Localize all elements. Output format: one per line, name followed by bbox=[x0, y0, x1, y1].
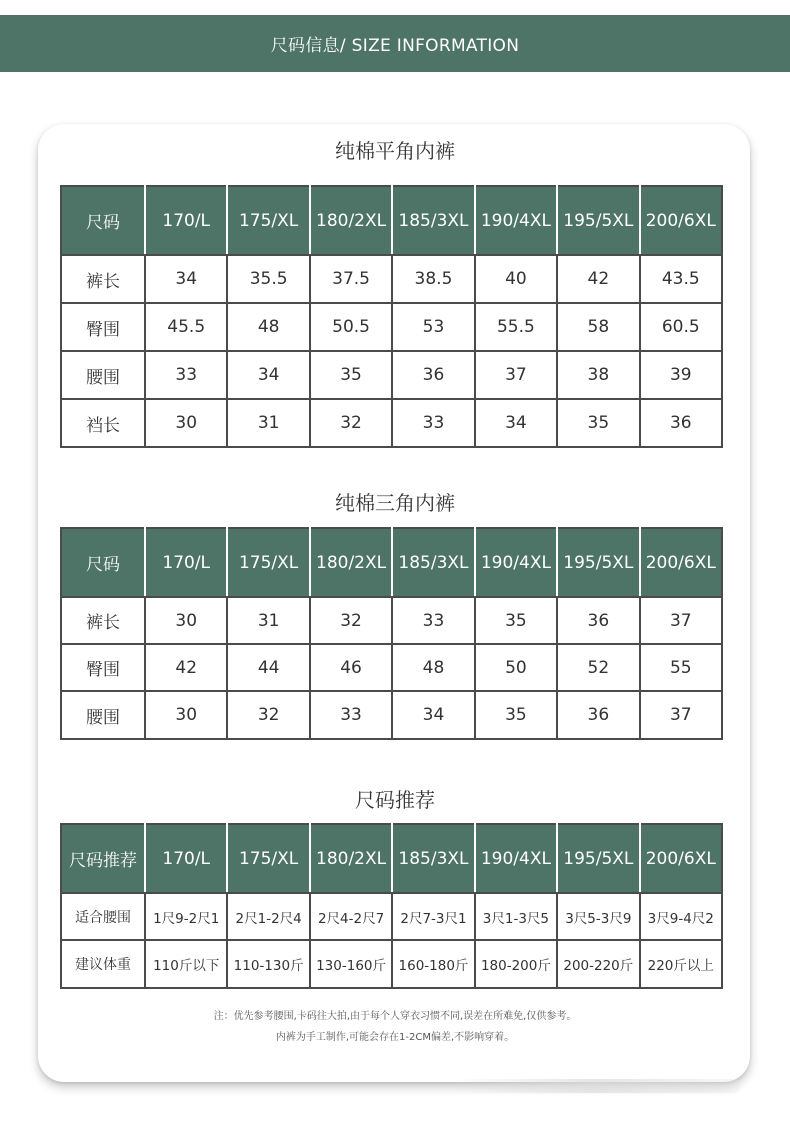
table-cell: 40 bbox=[475, 255, 557, 303]
size-header: 200/6XL bbox=[640, 824, 722, 893]
row-label: 裤长 bbox=[61, 597, 145, 644]
table-cell: 180-200斤 bbox=[475, 940, 557, 988]
table-cell: 33 bbox=[145, 351, 227, 399]
row-label: 臀围 bbox=[61, 644, 145, 691]
size-header: 195/5XL bbox=[557, 186, 639, 255]
table-cell: 30 bbox=[145, 597, 227, 644]
table-cell: 34 bbox=[145, 255, 227, 303]
table-cell: 30 bbox=[145, 691, 227, 739]
header-label: 尺码推荐 bbox=[61, 824, 145, 893]
table-cell: 32 bbox=[310, 597, 392, 644]
note-line: 注：优先参考腰围,卡码往大拍,由于每个人穿衣习惯不同,误差在所难免,仅供参考。 bbox=[213, 1011, 577, 1022]
boxer-section-title: 纯棉平角内裤 bbox=[335, 139, 455, 163]
table-cell: 50.5 bbox=[310, 303, 392, 351]
table-cell: 30 bbox=[145, 399, 227, 447]
table-row bbox=[61, 893, 722, 940]
table-cell: 42 bbox=[557, 255, 639, 303]
size-header: 175/XL bbox=[227, 186, 309, 255]
size-header: 190/4XL bbox=[475, 824, 557, 893]
size-notes bbox=[0, 1006, 790, 1048]
table-row bbox=[61, 940, 722, 988]
table-cell: 34 bbox=[227, 351, 309, 399]
table-cell: 3尺5-3尺9 bbox=[557, 893, 639, 940]
brief-section-title: 纯棉三角内裤 bbox=[335, 491, 455, 515]
table-header-row bbox=[61, 824, 722, 893]
banner-title: 尺码信息/ SIZE INFORMATION bbox=[270, 36, 520, 56]
table-cell: 38.5 bbox=[392, 255, 474, 303]
table-cell: 38 bbox=[557, 351, 639, 399]
table-cell: 220斤以上 bbox=[640, 940, 722, 988]
table-cell: 110斤以下 bbox=[145, 940, 227, 988]
table-row bbox=[61, 303, 722, 351]
table-cell: 35.5 bbox=[227, 255, 309, 303]
table-cell: 42 bbox=[145, 644, 227, 691]
table-cell: 3尺9-4尺2 bbox=[640, 893, 722, 940]
table-cell: 33 bbox=[392, 597, 474, 644]
table-cell: 31 bbox=[227, 597, 309, 644]
size-header: 185/3XL bbox=[392, 528, 474, 597]
table-cell: 37.5 bbox=[310, 255, 392, 303]
table-cell: 60.5 bbox=[640, 303, 722, 351]
size-header: 180/2XL bbox=[310, 824, 392, 893]
size-header: 175/XL bbox=[227, 528, 309, 597]
note-line: 内裤为手工制作,可能会存在1-2CM偏差,不影响穿着。 bbox=[275, 1032, 515, 1043]
table-cell: 45.5 bbox=[145, 303, 227, 351]
table-header-row bbox=[61, 528, 722, 597]
table-cell: 53 bbox=[392, 303, 474, 351]
brief-size-table bbox=[60, 527, 723, 740]
table-cell: 55.5 bbox=[475, 303, 557, 351]
row-label: 腰围 bbox=[61, 351, 145, 399]
blurred-watermark bbox=[450, 1079, 740, 1093]
table-cell: 37 bbox=[640, 597, 722, 644]
table-row bbox=[61, 644, 722, 691]
table-cell: 160-180斤 bbox=[392, 940, 474, 988]
size-header: 180/2XL bbox=[310, 528, 392, 597]
size-info-banner bbox=[0, 15, 790, 72]
recommend-size-table bbox=[60, 823, 723, 989]
table-cell: 35 bbox=[475, 691, 557, 739]
header-label: 尺码 bbox=[61, 528, 145, 597]
row-label: 腰围 bbox=[61, 691, 145, 739]
table-cell: 34 bbox=[475, 399, 557, 447]
table-cell: 2尺1-2尺4 bbox=[227, 893, 309, 940]
size-header: 200/6XL bbox=[640, 528, 722, 597]
table-cell: 110-130斤 bbox=[227, 940, 309, 988]
table-cell: 36 bbox=[557, 691, 639, 739]
table-cell: 55 bbox=[640, 644, 722, 691]
table-cell: 58 bbox=[557, 303, 639, 351]
size-header: 180/2XL bbox=[310, 186, 392, 255]
table-cell: 33 bbox=[392, 399, 474, 447]
size-header: 175/XL bbox=[227, 824, 309, 893]
size-header: 170/L bbox=[145, 528, 227, 597]
table-cell: 50 bbox=[475, 644, 557, 691]
size-header: 190/4XL bbox=[475, 528, 557, 597]
size-header: 170/L bbox=[145, 824, 227, 893]
table-cell: 39 bbox=[640, 351, 722, 399]
table-cell: 52 bbox=[557, 644, 639, 691]
table-header-row bbox=[61, 186, 722, 255]
table-cell: 48 bbox=[227, 303, 309, 351]
row-label: 裤长 bbox=[61, 255, 145, 303]
size-header: 185/3XL bbox=[392, 186, 474, 255]
table-cell: 36 bbox=[640, 399, 722, 447]
table-cell: 48 bbox=[392, 644, 474, 691]
boxer-size-table bbox=[60, 185, 723, 448]
table-cell: 46 bbox=[310, 644, 392, 691]
table-cell: 36 bbox=[392, 351, 474, 399]
table-cell: 200-220斤 bbox=[557, 940, 639, 988]
table-cell: 2尺7-3尺1 bbox=[392, 893, 474, 940]
row-label: 裆长 bbox=[61, 399, 145, 447]
table-row bbox=[61, 597, 722, 644]
table-cell: 1尺9-2尺1 bbox=[145, 893, 227, 940]
row-label: 建议体重 bbox=[61, 940, 145, 988]
table-cell: 44 bbox=[227, 644, 309, 691]
size-header: 190/4XL bbox=[475, 186, 557, 255]
table-cell: 43.5 bbox=[640, 255, 722, 303]
table-cell: 35 bbox=[557, 399, 639, 447]
table-cell: 33 bbox=[310, 691, 392, 739]
table-cell: 35 bbox=[475, 597, 557, 644]
table-row bbox=[61, 399, 722, 447]
table-cell: 37 bbox=[640, 691, 722, 739]
size-header: 170/L bbox=[145, 186, 227, 255]
header-label: 尺码 bbox=[61, 186, 145, 255]
table-cell: 34 bbox=[392, 691, 474, 739]
size-header: 200/6XL bbox=[640, 186, 722, 255]
table-row bbox=[61, 691, 722, 739]
size-header: 185/3XL bbox=[392, 824, 474, 893]
table-cell: 130-160斤 bbox=[310, 940, 392, 988]
table-row bbox=[61, 351, 722, 399]
table-cell: 32 bbox=[310, 399, 392, 447]
size-header: 195/5XL bbox=[557, 824, 639, 893]
table-cell: 37 bbox=[475, 351, 557, 399]
recommend-section-title: 尺码推荐 bbox=[355, 788, 435, 812]
table-cell: 31 bbox=[227, 399, 309, 447]
row-label: 适合腰围 bbox=[61, 893, 145, 940]
table-row bbox=[61, 255, 722, 303]
table-cell: 32 bbox=[227, 691, 309, 739]
table-cell: 2尺4-2尺7 bbox=[310, 893, 392, 940]
size-header: 195/5XL bbox=[557, 528, 639, 597]
table-cell: 3尺1-3尺5 bbox=[475, 893, 557, 940]
table-cell: 36 bbox=[557, 597, 639, 644]
row-label: 臀围 bbox=[61, 303, 145, 351]
table-cell: 35 bbox=[310, 351, 392, 399]
